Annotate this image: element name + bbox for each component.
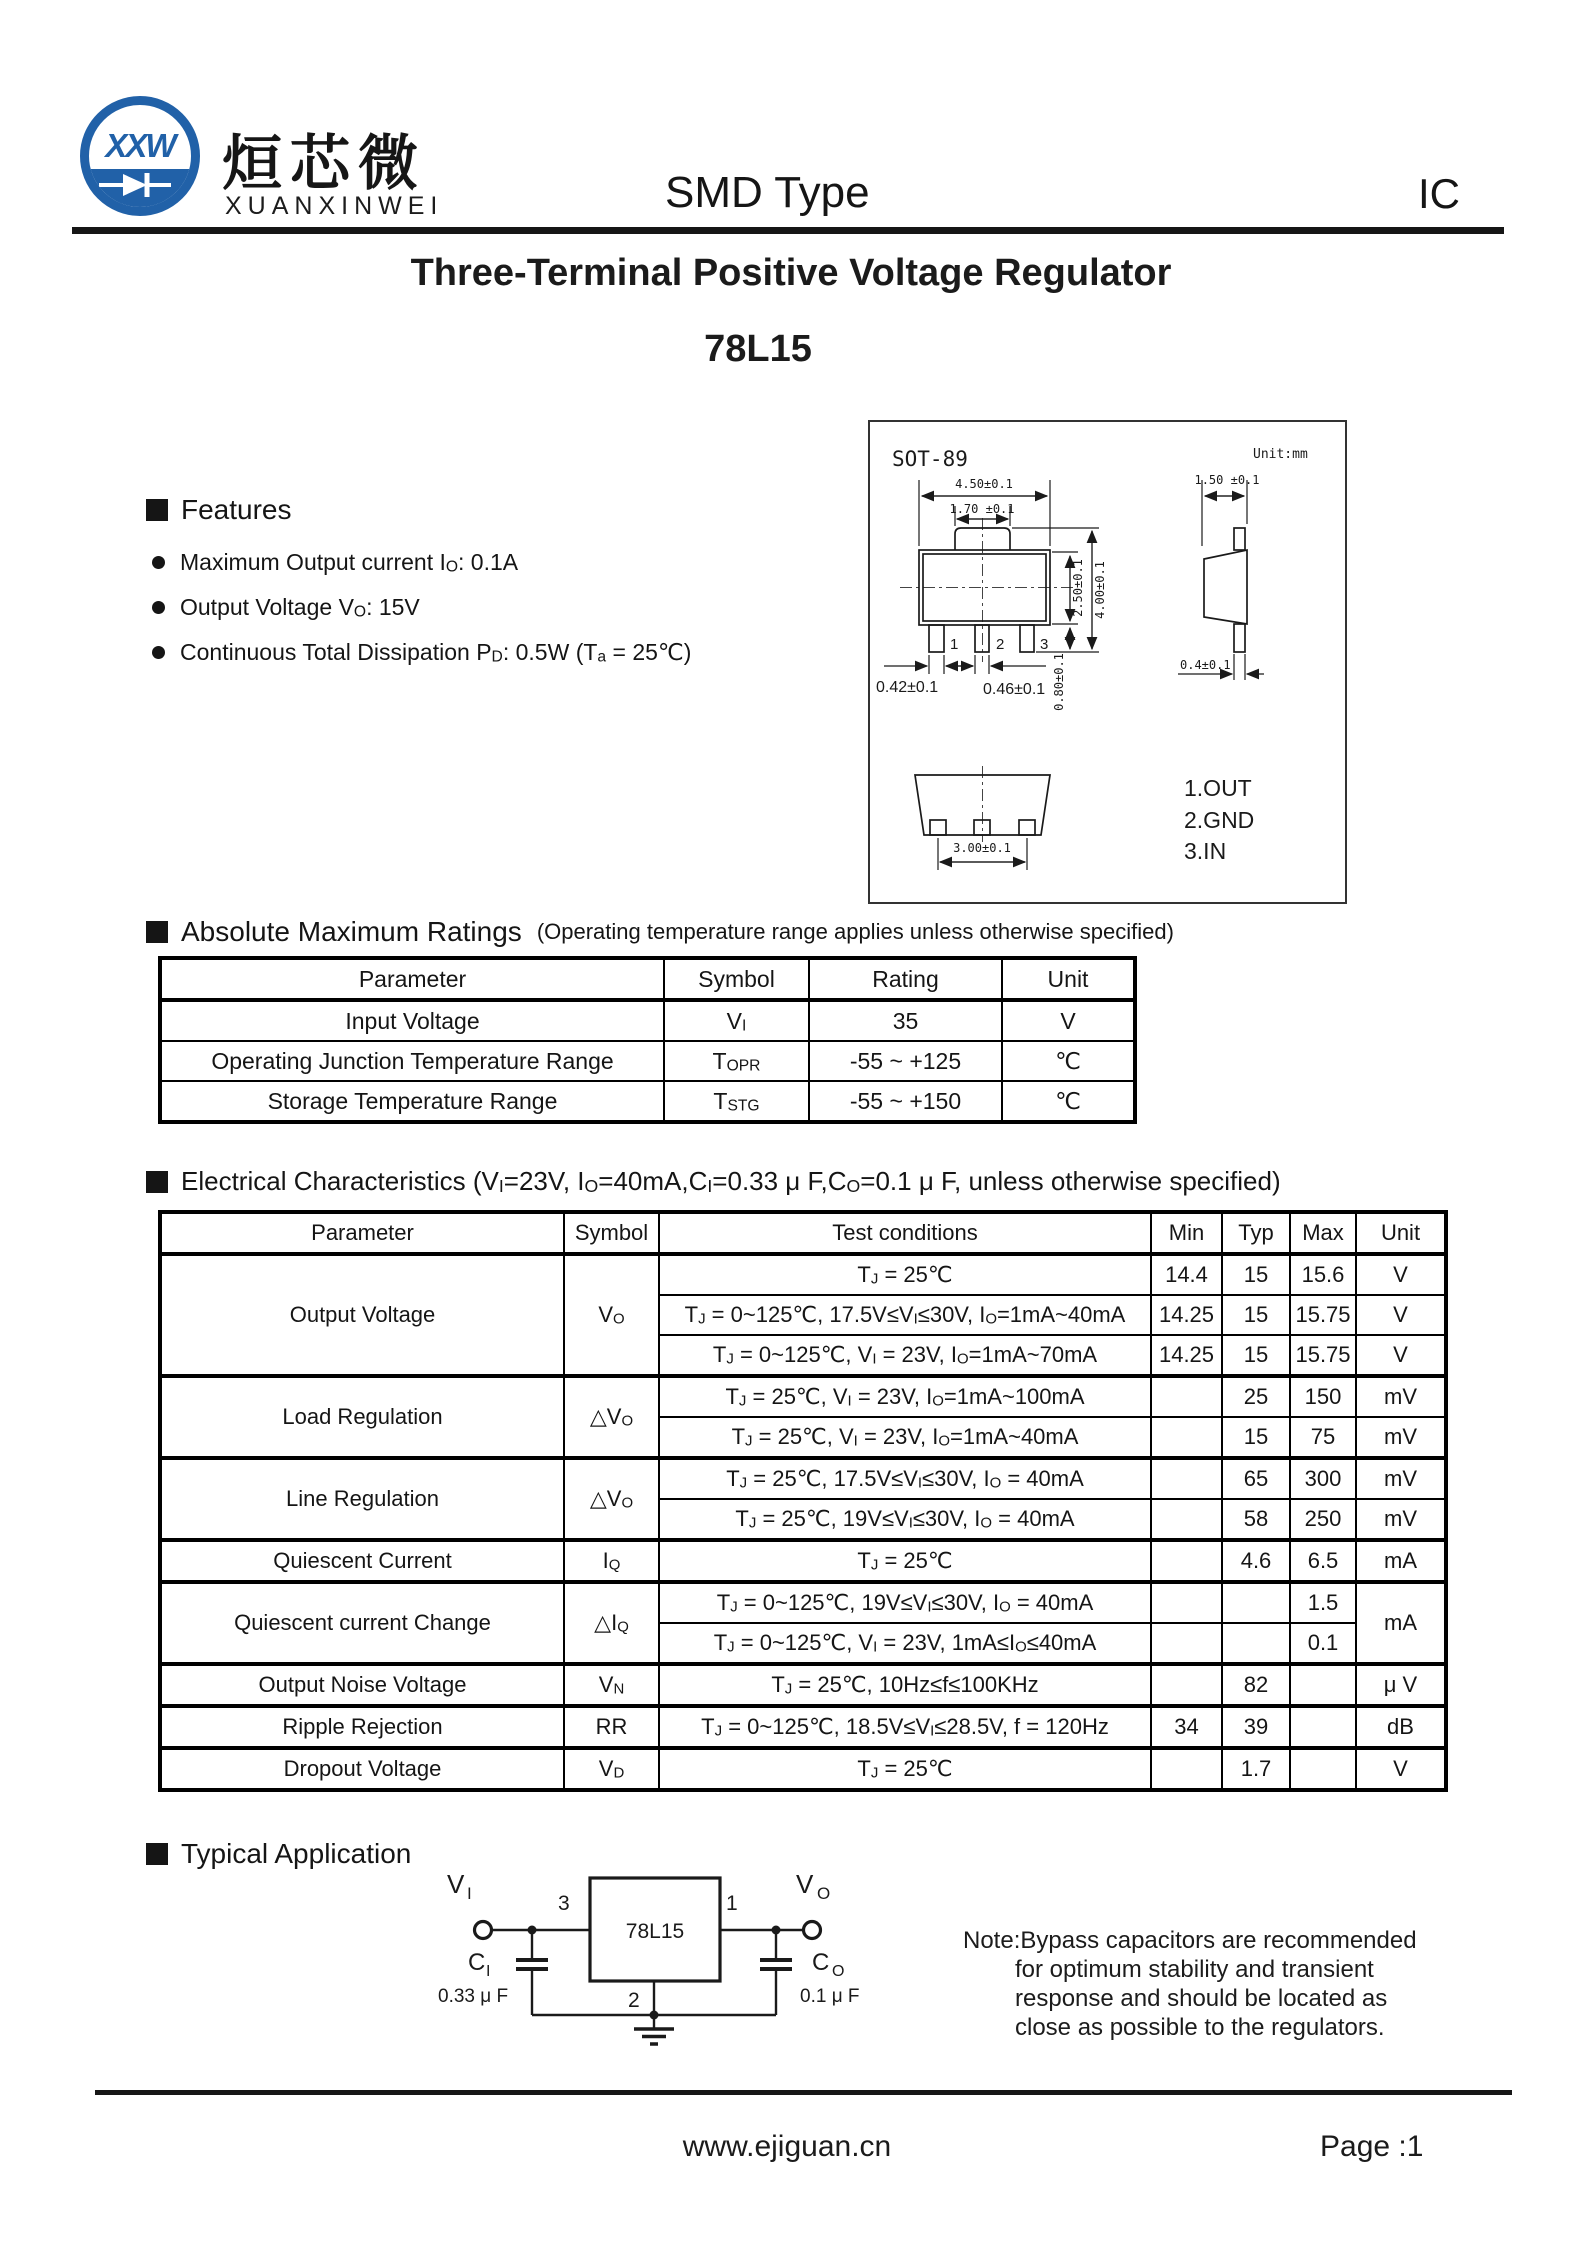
feature-text: Maximum Output current $I_O$: 0.1A (180, 549, 519, 576)
unit-cell: V (1356, 1335, 1446, 1376)
diode-icon (85, 169, 197, 211)
unit-cell: ℃ (1002, 1041, 1135, 1081)
max-cell: 250 (1290, 1499, 1356, 1540)
note-line: response and should be located as (1015, 1985, 1388, 2012)
category-label: IC (1418, 170, 1460, 217)
elec-heading (146, 1166, 1281, 1197)
min-cell (1151, 1458, 1222, 1499)
parameter-cell: Load Regulation (160, 1376, 564, 1458)
pinout-entry: 3.IN (1184, 838, 1227, 864)
symbol-cell: $V_D$ (564, 1748, 659, 1790)
note-line: Note:Bypass capacitors are recommended (963, 1927, 1417, 1954)
typ-cell (1222, 1582, 1290, 1623)
parameter-cell: Input Voltage (160, 1000, 664, 1041)
table-header-row (160, 958, 1135, 1000)
rating-cell: -55 ~ +125 (809, 1041, 1002, 1081)
dim-pin-length: 0.80±0.1 (1052, 653, 1066, 711)
ground-icon (634, 2029, 674, 2044)
col-header: Unit (1002, 958, 1135, 1000)
feature-item (152, 639, 691, 666)
min-cell (1151, 1499, 1222, 1540)
package-drawing-panel (868, 420, 1347, 904)
col-header: Parameter (160, 1212, 564, 1254)
note-line: close as possible to the regulators. (1015, 2014, 1385, 2041)
min-cell (1151, 1376, 1222, 1417)
footer-page-number: Page :1 (1320, 2130, 1424, 2163)
col-header: Symbol (664, 958, 809, 1000)
feature-item (152, 594, 420, 621)
typ-cell: 82 (1222, 1664, 1290, 1706)
rating-cell: 35 (809, 1000, 1002, 1041)
app-heading (146, 1838, 411, 1870)
bullet-icon (152, 646, 165, 659)
min-cell (1151, 1417, 1222, 1458)
logo-latin-name: XUANXINWEI (225, 192, 444, 220)
chip-label: 78L15 (625, 1920, 685, 1943)
unit-cell: V (1356, 1254, 1446, 1295)
dim-pin1-width: 0.42±0.1 (876, 679, 939, 696)
cond-cell: $T_J$ = 0~125℃, $19V\le V_I\le 30V$, $I_O = 40mA$ (659, 1582, 1151, 1623)
min-cell (1151, 1748, 1222, 1790)
unit-cell: dB (1356, 1706, 1446, 1748)
pin-number: 2 (996, 636, 1005, 653)
col-header: Parameter (160, 958, 664, 1000)
parameter-cell: Dropout Voltage (160, 1748, 564, 1790)
ci-value: 0.33 μ F (438, 1986, 509, 2007)
table-row (160, 1041, 1135, 1081)
feature-item (152, 549, 518, 576)
max-cell (1290, 1748, 1356, 1790)
doc-type-label: SMD Type (665, 168, 870, 217)
col-header: Min (1151, 1212, 1222, 1254)
symbol-cell: $\triangle I_Q$ (564, 1582, 659, 1664)
pinout-entry: 1.OUT (1184, 775, 1252, 801)
max-cell: 0.1 (1290, 1623, 1356, 1664)
parameter-cell: Quiescent current Change (160, 1582, 564, 1664)
feature-text: Output Voltage $V_O$: 15V (180, 594, 420, 621)
vo-label: V (796, 1869, 814, 1899)
unit-cell: mV (1356, 1376, 1446, 1417)
cond-cell: $T_J$ = 25℃ (659, 1540, 1151, 1582)
typ-cell: 15 (1222, 1335, 1290, 1376)
dim-pin2-width: 0.46±0.1 (983, 681, 1046, 698)
symbol-cell: $V_O$ (564, 1254, 659, 1376)
pin1-label: 1 (726, 1892, 738, 1915)
footer-rule (95, 2090, 1512, 2095)
max-cell: 300 (1290, 1458, 1356, 1499)
header-rule (72, 227, 1504, 234)
unit-cell: mA (1356, 1582, 1446, 1664)
package-drawing (870, 422, 1345, 902)
unit-cell: V (1356, 1295, 1446, 1335)
section-marker-icon (146, 1843, 168, 1865)
note-line: for optimum stability and transient (1015, 1956, 1374, 1983)
symbol-cell: RR (564, 1706, 659, 1748)
col-header: Typ (1222, 1212, 1290, 1254)
typ-cell: 65 (1222, 1458, 1290, 1499)
application-circuit (430, 1855, 880, 2055)
app-heading-label: Typical Application (181, 1838, 412, 1869)
logo-chinese-name: 烜芯微 (222, 130, 426, 197)
cond-cell: $T_J$ = 25℃, $19V\le V_I\le 30V$, $I_O = 40mA$ (659, 1499, 1151, 1540)
cond-cell: $T_J$ = 0~125℃, $17.5V\le V_I\le 30V$, $I_O=1mA\sim 40mA$ (659, 1295, 1151, 1335)
table-header-row (160, 1212, 1446, 1254)
pin-number: 3 (1040, 636, 1049, 653)
features-heading (146, 494, 292, 526)
table-row (160, 1748, 1446, 1790)
abs-max-heading-note: (Operating temperature range applies unless otherwise specified) (536, 919, 1174, 944)
vi-sub-label: I (467, 1884, 472, 1903)
pin3-label: 3 (558, 1892, 570, 1915)
unit-cell: mA (1356, 1540, 1446, 1582)
typ-cell: 39 (1222, 1706, 1290, 1748)
min-cell: 14.25 (1151, 1295, 1222, 1335)
package-name: SOT-89 (892, 447, 968, 471)
unit-cell: ℃ (1002, 1081, 1135, 1122)
max-cell: 150 (1290, 1376, 1356, 1417)
dim-lead-thickness: 0.4±0.1 (1180, 658, 1231, 672)
max-cell: 1.5 (1290, 1582, 1356, 1623)
symbol-cell: $T_{STG}$ (664, 1081, 809, 1122)
table-row (160, 1376, 1446, 1417)
dim-body-width: 4.50±0.1 (955, 477, 1013, 491)
unit-cell: μ V (1356, 1664, 1446, 1706)
vo-sub-label: O (817, 1884, 831, 1903)
bullet-icon (152, 601, 165, 614)
page-title: Three-Terminal Positive Voltage Regulator (410, 252, 1172, 294)
col-header: Rating (809, 958, 1002, 1000)
col-header: Max (1290, 1212, 1356, 1254)
table-row (160, 1000, 1135, 1041)
typ-cell (1222, 1623, 1290, 1664)
symbol-cell: $I_Q$ (564, 1540, 659, 1582)
cond-cell: $T_J$ = 0~125℃, $V_I = 23V$, $I_O=1mA\sim 70mA$ (659, 1335, 1151, 1376)
max-cell: 6.5 (1290, 1540, 1356, 1582)
typ-cell: 1.7 (1222, 1748, 1290, 1790)
vi-label: V (447, 1869, 465, 1899)
abs-max-table (158, 956, 1137, 1124)
symbol-cell: $\triangle V_O$ (564, 1376, 659, 1458)
cond-cell: $T_J$ = 25℃ (659, 1748, 1151, 1790)
co-label: C (812, 1949, 830, 1976)
max-cell (1290, 1664, 1356, 1706)
table-row (160, 1540, 1446, 1582)
cond-cell: $T_J$ = 25℃, $17.5V\le V_I\le 30V$, $I_O = 40mA$ (659, 1458, 1151, 1499)
application-note (963, 1926, 1463, 2042)
logo-monogram: XXW (105, 127, 175, 164)
logo-icon (80, 96, 200, 216)
symbol-cell: $V_I$ (664, 1000, 809, 1041)
unit-cell: mV (1356, 1458, 1446, 1499)
min-cell (1151, 1623, 1222, 1664)
symbol-cell: $\triangle V_O$ (564, 1458, 659, 1540)
parameter-cell: Output Voltage (160, 1254, 564, 1376)
ci-sub-label: I (486, 1963, 491, 1980)
max-cell: 15.75 (1290, 1295, 1356, 1335)
co-value: 0.1 μ F (800, 1986, 860, 2007)
section-marker-icon (146, 1171, 168, 1193)
typ-cell: 25 (1222, 1376, 1290, 1417)
col-header: Symbol (564, 1212, 659, 1254)
dim-body-height: 2.50±0.1 (1071, 559, 1085, 617)
elec-table (158, 1210, 1448, 1792)
cond-cell: $T_J$ = 0~125℃, $V_I = 23V$, $1mA\le I_O\le 40mA$ (659, 1623, 1151, 1664)
min-cell (1151, 1540, 1222, 1582)
dim-side-width: 1.50 ±0.1 (1194, 473, 1260, 487)
parameter-cell: Quiescent Current (160, 1540, 564, 1582)
table-row (160, 1254, 1446, 1295)
typ-cell: 15 (1222, 1254, 1290, 1295)
parameter-cell: Operating Junction Temperature Range (160, 1041, 664, 1081)
unit-note: Unit:mm (1253, 447, 1308, 462)
table-row (160, 1664, 1446, 1706)
symbol-cell: $T_{OPR}$ (664, 1041, 809, 1081)
min-cell (1151, 1664, 1222, 1706)
table-row (160, 1458, 1446, 1499)
unit-cell: mV (1356, 1417, 1446, 1458)
co-sub-label: O (832, 1963, 845, 1980)
logo-diode-segment (85, 169, 195, 211)
min-cell: 34 (1151, 1706, 1222, 1748)
rating-cell: -55 ~ +150 (809, 1081, 1002, 1122)
abs-max-heading-label: Absolute Maximum Ratings (181, 916, 522, 947)
dim-pad-span: 3.00±0.1 (953, 841, 1011, 855)
max-cell (1290, 1706, 1356, 1748)
typ-cell: 15 (1222, 1417, 1290, 1458)
min-cell (1151, 1582, 1222, 1623)
col-header: Unit (1356, 1212, 1446, 1254)
cond-cell: $T_J$ = 0~125℃, $18.5V\le V_I\le 28.5V$, f = 120Hz (659, 1706, 1151, 1748)
table-row (160, 1582, 1446, 1623)
parameter-cell: Storage Temperature Range (160, 1081, 664, 1122)
min-cell: 14.4 (1151, 1254, 1222, 1295)
max-cell: 15.6 (1290, 1254, 1356, 1295)
dim-tab-width: 1.70 ±0.1 (949, 502, 1015, 516)
parameter-cell: Ripple Rejection (160, 1706, 564, 1748)
parameter-cell: Line Regulation (160, 1458, 564, 1540)
ci-label: C (468, 1949, 486, 1976)
pin2-label: 2 (628, 1989, 640, 2012)
max-cell: 75 (1290, 1417, 1356, 1458)
typ-cell: 4.6 (1222, 1540, 1290, 1582)
unit-cell: V (1356, 1748, 1446, 1790)
symbol-cell: $V_N$ (564, 1664, 659, 1706)
section-marker-icon (146, 499, 168, 521)
col-header: Test conditions (659, 1212, 1151, 1254)
bullet-icon (152, 556, 165, 569)
section-marker-icon (146, 921, 168, 943)
unit-cell: V (1002, 1000, 1135, 1041)
cond-cell: $T_J$ = 25℃ (659, 1254, 1151, 1295)
typ-cell: 15 (1222, 1295, 1290, 1335)
cond-cell: $T_J$ = 25℃, $V_I = 23V$, $I_O=1mA\sim 100mA$ (659, 1376, 1151, 1417)
unit-cell: mV (1356, 1499, 1446, 1540)
part-number: 78L15 (704, 328, 812, 370)
parameter-cell: Output Noise Voltage (160, 1664, 564, 1706)
footer-website: www.ejiguan.cn (682, 2130, 892, 2163)
cond-cell: $T_J$ = 25℃, $V_I = 23V$, $I_O=1mA\sim 40mA$ (659, 1417, 1151, 1458)
features-heading-label: Features (181, 494, 292, 525)
table-row (160, 1081, 1135, 1122)
cond-cell: $T_J$ = 25℃, 10Hz≤f≤100KHz (659, 1664, 1151, 1706)
max-cell: 15.75 (1290, 1335, 1356, 1376)
table-row (160, 1706, 1446, 1748)
pinout-entry: 2.GND (1184, 807, 1255, 833)
abs-max-heading (146, 916, 1174, 948)
feature-text: Continuous Total Dissipation $P_D$: 0.5W ($T_a$ = 25℃) (180, 639, 692, 666)
elec-heading-label: Electrical Characteristics ($V_I=23V$, $I_O=40mA,C_I=0.33$ μ $F,C_O=0.1$ μ F, unless otherwise specified) (181, 1166, 1281, 1196)
dim-overall-height: 4.00±0.1 (1093, 561, 1107, 619)
typ-cell: 58 (1222, 1499, 1290, 1540)
min-cell: 14.25 (1151, 1335, 1222, 1376)
pin-number: 1 (950, 636, 959, 653)
